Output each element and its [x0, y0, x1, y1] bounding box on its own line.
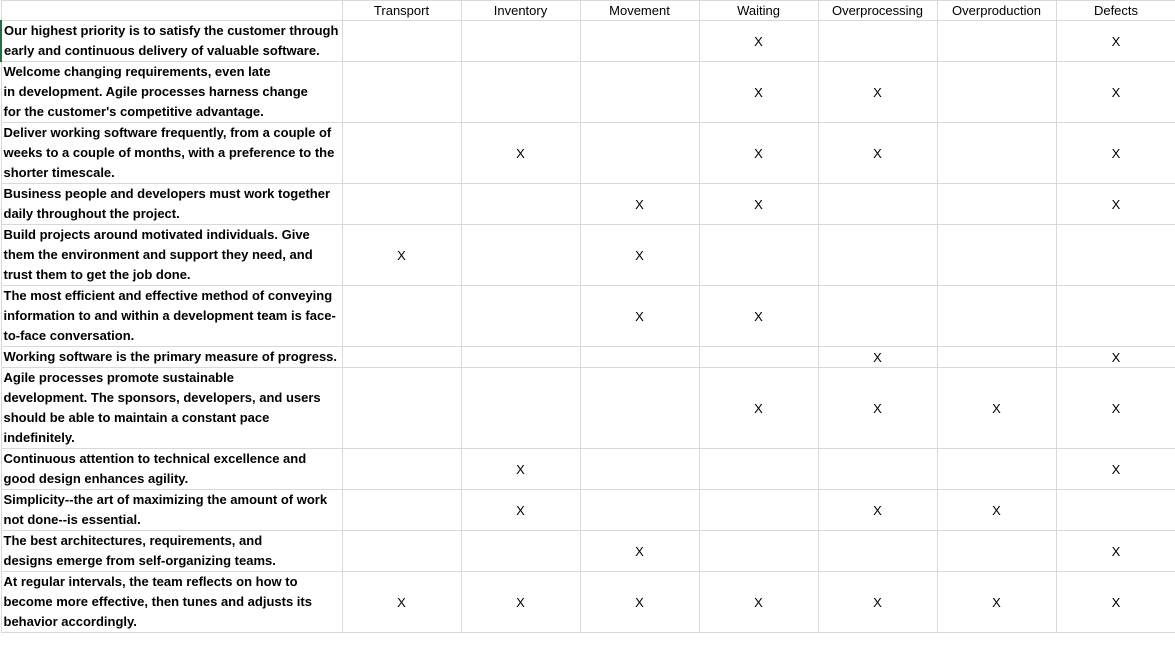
- mark-cell-defects[interactable]: [1056, 62, 1175, 123]
- column-header-movement[interactable]: Movement: [580, 1, 699, 21]
- mark-cell-overprocessing[interactable]: [818, 21, 937, 62]
- column-header-transport[interactable]: Transport: [342, 1, 461, 21]
- principle-line: information to and within a development team is face-: [3, 308, 336, 323]
- mark-cell-waiting[interactable]: [699, 123, 818, 184]
- principle-cell[interactable]: [1, 572, 342, 633]
- mark-x: X: [754, 400, 763, 416]
- mark-cell-transport[interactable]: [342, 225, 461, 286]
- column-header-overprocessing[interactable]: Overprocessing: [818, 1, 937, 21]
- mark-cell-movement[interactable]: [580, 184, 699, 225]
- mark-x: X: [1111, 461, 1121, 477]
- principle-cell[interactable]: [1, 21, 342, 62]
- mark-cell-overproduction[interactable]: [937, 572, 1056, 633]
- mark-cell-movement[interactable]: [580, 368, 699, 449]
- mark-cell-waiting[interactable]: [699, 21, 818, 62]
- mark-x: X: [754, 196, 763, 212]
- table-row: [1, 531, 1175, 572]
- mark-cell-waiting[interactable]: [699, 490, 818, 531]
- table-row: [1, 286, 1175, 347]
- principle-cell[interactable]: [1, 368, 342, 449]
- principle-cell[interactable]: [1, 184, 342, 225]
- principle-line: Working software is the primary measure of progress.: [3, 349, 338, 364]
- mark-cell-overproduction[interactable]: [937, 347, 1056, 368]
- mark-x: X: [873, 349, 882, 365]
- table-row: [1, 490, 1175, 531]
- mark-cell-overprocessing[interactable]: [818, 347, 937, 368]
- mark-cell-transport[interactable]: [342, 123, 461, 184]
- mark-x: X: [516, 461, 525, 477]
- mark-cell-overproduction[interactable]: [937, 490, 1056, 531]
- mark-x: X: [873, 400, 882, 416]
- mark-cell-transport[interactable]: [342, 572, 461, 633]
- principle-line: designs emerge from self-organizing teams.: [3, 553, 276, 568]
- mark-cell-inventory[interactable]: [461, 531, 580, 572]
- mark-x: X: [635, 594, 644, 610]
- mark-x: X: [1111, 400, 1121, 416]
- mark-cell-inventory[interactable]: [461, 225, 580, 286]
- principle-line: daily throughout the project.: [3, 206, 180, 221]
- mark-cell-overprocessing[interactable]: [818, 490, 937, 531]
- mark-cell-waiting[interactable]: [699, 286, 818, 347]
- principle-line: behavior accordingly.: [3, 614, 137, 629]
- mark-cell-transport[interactable]: [342, 21, 461, 62]
- mark-cell-defects[interactable]: [1056, 449, 1175, 490]
- mark-cell-overprocessing[interactable]: [818, 531, 937, 572]
- table-row: [1, 123, 1175, 184]
- mark-cell-defects[interactable]: [1056, 225, 1175, 286]
- mark-cell-defects[interactable]: [1056, 490, 1175, 531]
- mark-x: X: [516, 594, 525, 610]
- table-row: [1, 184, 1175, 225]
- mark-cell-waiting[interactable]: [699, 368, 818, 449]
- mark-cell-overproduction[interactable]: [937, 62, 1056, 123]
- mark-cell-waiting[interactable]: [699, 62, 818, 123]
- mark-cell-overprocessing[interactable]: [818, 62, 937, 123]
- mark-x: X: [1111, 84, 1121, 100]
- mark-cell-transport[interactable]: [342, 184, 461, 225]
- mark-cell-waiting[interactable]: [699, 225, 818, 286]
- mark-cell-overproduction[interactable]: [937, 123, 1056, 184]
- mark-cell-defects[interactable]: [1056, 531, 1175, 572]
- mark-x: X: [516, 502, 525, 518]
- principle-line: Build projects around motivated individuals. Give: [3, 227, 310, 242]
- mark-cell-inventory[interactable]: [461, 21, 580, 62]
- mark-cell-defects[interactable]: [1056, 572, 1175, 633]
- mark-cell-defects[interactable]: [1056, 368, 1175, 449]
- mark-cell-overprocessing[interactable]: [818, 368, 937, 449]
- mark-x: X: [992, 594, 1001, 610]
- mark-x: X: [873, 84, 882, 100]
- mark-cell-transport[interactable]: [342, 449, 461, 490]
- table-row: [1, 21, 1175, 62]
- mark-x: X: [754, 33, 763, 49]
- principle-line: Business people and developers must work together: [3, 186, 331, 201]
- principle-line: for the customer's competitive advantage.: [3, 104, 264, 119]
- mark-x: X: [397, 247, 406, 263]
- mark-cell-overprocessing[interactable]: [818, 572, 937, 633]
- mark-cell-movement[interactable]: [580, 531, 699, 572]
- mark-x: X: [992, 502, 1001, 518]
- principle-line: Deliver working software frequently, from a couple of: [3, 125, 332, 140]
- table-row: [1, 368, 1175, 449]
- column-header-inventory[interactable]: Inventory: [461, 1, 580, 21]
- mark-x: X: [635, 196, 644, 212]
- mark-cell-defects[interactable]: [1056, 21, 1175, 62]
- mark-cell-overprocessing[interactable]: [818, 449, 937, 490]
- principle-line: good design enhances agility.: [3, 471, 189, 486]
- principle-line: The best architectures, requirements, and: [3, 533, 263, 548]
- principle-line: Welcome changing requirements, even late: [3, 64, 271, 79]
- mark-cell-transport[interactable]: [342, 286, 461, 347]
- principle-line: Agile processes promote sustainable: [3, 370, 234, 385]
- header-row: [1, 1, 1175, 21]
- mark-cell-inventory[interactable]: [461, 286, 580, 347]
- principle-line: Our highest priority is to satisfy the customer through: [4, 23, 339, 38]
- principle-cell[interactable]: [1, 490, 342, 531]
- mark-cell-inventory[interactable]: [461, 184, 580, 225]
- mark-x: X: [635, 543, 644, 559]
- mark-cell-overproduction[interactable]: [937, 368, 1056, 449]
- mark-cell-overprocessing[interactable]: [818, 123, 937, 184]
- mark-x: X: [754, 308, 763, 324]
- mark-x: X: [754, 594, 763, 610]
- mark-cell-movement[interactable]: [580, 490, 699, 531]
- mark-cell-inventory[interactable]: [461, 123, 580, 184]
- principle-cell[interactable]: [1, 62, 342, 123]
- mark-cell-waiting[interactable]: [699, 449, 818, 490]
- principle-line: weeks to a couple of months, with a preference to the: [3, 145, 335, 160]
- principle-line: Continuous attention to technical excellence and: [3, 451, 307, 466]
- mark-cell-inventory[interactable]: [461, 347, 580, 368]
- mark-x: X: [873, 502, 882, 518]
- mark-x: X: [1111, 349, 1121, 365]
- corner-cell[interactable]: [1, 1, 342, 21]
- principle-line: in development. Agile processes harness change: [3, 84, 308, 99]
- mark-cell-waiting[interactable]: [699, 572, 818, 633]
- principle-line: The most efficient and effective method of conveying: [3, 288, 333, 303]
- mark-cell-overproduction[interactable]: [937, 225, 1056, 286]
- mark-x: X: [635, 247, 644, 263]
- mark-cell-overprocessing[interactable]: [818, 184, 937, 225]
- principle-line: development. The sponsors, developers, and users: [3, 390, 321, 405]
- mark-x: X: [1111, 33, 1121, 49]
- principle-cell[interactable]: [1, 449, 342, 490]
- principle-line: At regular intervals, the team reflects on how to: [3, 574, 298, 589]
- principle-line: Simplicity--the art of maximizing the amount of work: [3, 492, 328, 507]
- mark-x: X: [635, 308, 644, 324]
- column-header-overproduction[interactable]: Overproduction: [937, 1, 1056, 21]
- principle-cell[interactable]: [1, 531, 342, 572]
- principle-line: early and continuous delivery of valuable software.: [4, 43, 320, 58]
- principle-line: to-face conversation.: [3, 328, 135, 343]
- mark-cell-movement[interactable]: [580, 286, 699, 347]
- mark-x: X: [873, 145, 882, 161]
- principle-line: them the environment and support they need, and: [3, 247, 313, 262]
- mark-cell-movement[interactable]: [580, 225, 699, 286]
- mark-x: X: [516, 145, 525, 161]
- column-header-waiting[interactable]: Waiting: [699, 1, 818, 21]
- table-row: [1, 449, 1175, 490]
- mark-cell-inventory[interactable]: [461, 368, 580, 449]
- mark-cell-inventory[interactable]: [461, 490, 580, 531]
- principle-line: indefinitely.: [3, 430, 75, 445]
- mark-cell-overproduction[interactable]: [937, 21, 1056, 62]
- principle-line: not done--is essential.: [3, 512, 141, 527]
- principle-line: become more effective, then tunes and adjusts its: [3, 594, 312, 609]
- mark-cell-overproduction[interactable]: [937, 184, 1056, 225]
- principle-line: shorter timescale.: [3, 165, 115, 180]
- mark-cell-transport[interactable]: [342, 490, 461, 531]
- table-row: [1, 62, 1175, 123]
- mark-cell-defects[interactable]: [1056, 347, 1175, 368]
- mark-cell-waiting[interactable]: [699, 184, 818, 225]
- mark-cell-inventory[interactable]: [461, 449, 580, 490]
- table-row: [1, 572, 1175, 633]
- mark-cell-overproduction[interactable]: [937, 286, 1056, 347]
- table-row: [1, 347, 1175, 368]
- mark-x: X: [1111, 145, 1121, 161]
- mark-cell-transport[interactable]: [342, 531, 461, 572]
- mark-cell-movement[interactable]: [580, 62, 699, 123]
- column-header-defects[interactable]: Defects: [1056, 1, 1175, 21]
- mark-x: X: [1111, 196, 1121, 212]
- mark-cell-overprocessing[interactable]: [818, 225, 937, 286]
- mark-x: X: [1111, 543, 1121, 559]
- mark-cell-transport[interactable]: [342, 347, 461, 368]
- mark-cell-overprocessing[interactable]: [818, 286, 937, 347]
- mark-x: X: [873, 594, 882, 610]
- mark-cell-waiting[interactable]: [699, 347, 818, 368]
- mark-cell-movement[interactable]: [580, 572, 699, 633]
- principle-line: trust them to get the job done.: [3, 267, 191, 282]
- mark-x: X: [754, 145, 763, 161]
- mark-cell-movement[interactable]: [580, 449, 699, 490]
- grid-body: [1, 21, 1175, 633]
- mark-cell-transport[interactable]: [342, 62, 461, 123]
- mark-cell-movement[interactable]: [580, 21, 699, 62]
- mark-x: X: [397, 594, 406, 610]
- mark-cell-defects[interactable]: [1056, 184, 1175, 225]
- mark-x: X: [992, 400, 1001, 416]
- mark-cell-defects[interactable]: [1056, 286, 1175, 347]
- mark-cell-movement[interactable]: [580, 347, 699, 368]
- principle-cell[interactable]: [1, 225, 342, 286]
- principle-line: should be able to maintain a constant pace: [3, 410, 270, 425]
- principle-cell[interactable]: [1, 286, 342, 347]
- mark-cell-overproduction[interactable]: [937, 449, 1056, 490]
- mark-cell-inventory[interactable]: [461, 62, 580, 123]
- mark-cell-defects[interactable]: [1056, 123, 1175, 184]
- principle-cell[interactable]: [1, 347, 342, 368]
- principle-cell[interactable]: [1, 123, 342, 184]
- mark-cell-overproduction[interactable]: [937, 531, 1056, 572]
- table-row: [1, 225, 1175, 286]
- mark-cell-transport[interactable]: [342, 368, 461, 449]
- mark-cell-inventory[interactable]: [461, 572, 580, 633]
- mark-x: X: [754, 84, 763, 100]
- mark-cell-movement[interactable]: [580, 123, 699, 184]
- mark-x: X: [1111, 594, 1121, 610]
- mark-cell-waiting[interactable]: [699, 531, 818, 572]
